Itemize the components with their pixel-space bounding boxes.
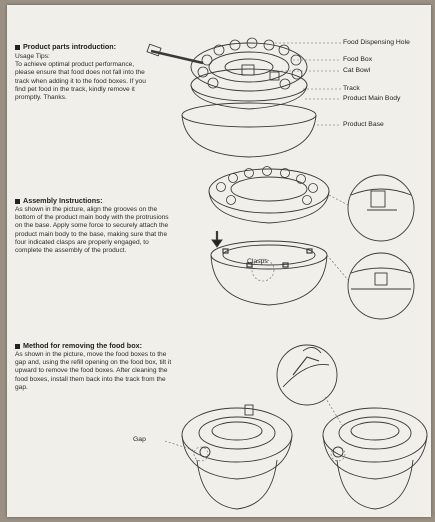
label-product-base: Product Base [343, 121, 384, 128]
usage-tips [15, 53, 155, 102]
usage-tips-heading: Usage Tips: [15, 53, 50, 60]
label-clasps: Clasps [247, 258, 268, 265]
bullet-square-icon [15, 344, 20, 349]
bullet-square-icon [15, 45, 20, 50]
usage-tips-text: To achieve optimal product performance, please ensure that food does not fall into the track when adding it to the food boxes. If you find pet food in the track, kindly remove it promptly. Thanks. [15, 61, 146, 102]
label-food-box: Food Box [343, 56, 373, 63]
product-parts-diagram [147, 38, 341, 157]
section-title-removal: Method for removing the food box: [15, 341, 142, 350]
instruction-sheet [7, 5, 431, 517]
label-cat-bowl: Cat Bowl [343, 67, 371, 74]
bullet-square-icon [15, 199, 20, 204]
removal-diagram [165, 345, 427, 509]
section-title-assembly: Assembly Instructions: [15, 196, 102, 205]
label-track: Track [343, 85, 360, 92]
label-gap: Gap [133, 436, 146, 443]
section-title-parts: Product parts introduction: [15, 42, 116, 51]
assembly-text: As shown in the picture, align the grooves on the bottom of the product main body with the protrusions on the base. Apply some force to securely attach the product main body to the base, making sure that the four indicated clasps are properly engaged, to complete the assembly of the product. [15, 206, 169, 255]
removal-text: As shown in the picture, move the food boxes to the gap and, using the refill opening on the food box, tilt it upward to remove the food boxes. After cleaning the food boxes, install them back into the track from the gap. [15, 351, 172, 391]
label-product-main-body: Product Main Body [343, 95, 401, 102]
label-food-dispensing-hole: Food Dispensing Hole [343, 39, 410, 46]
assembly-diagram [209, 167, 414, 320]
